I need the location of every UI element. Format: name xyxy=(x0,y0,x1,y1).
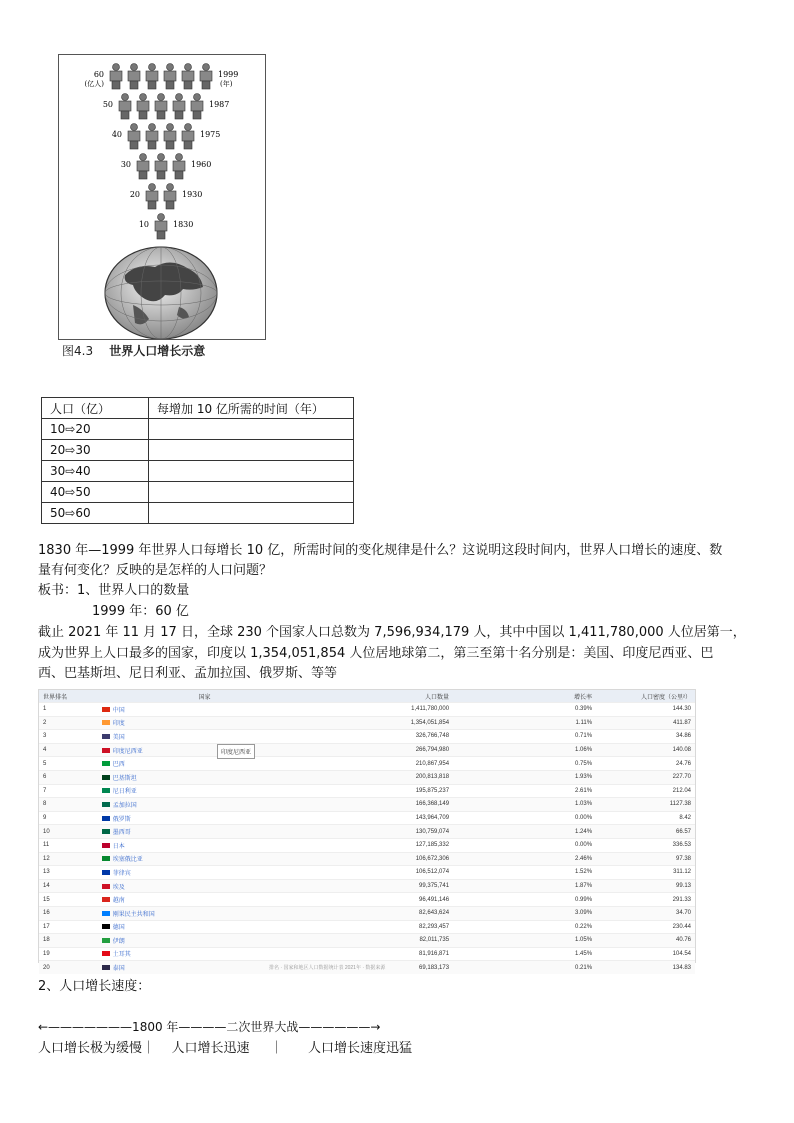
population-cell: 166,368,149 xyxy=(415,801,450,808)
country-name: 印度尼西亚 xyxy=(112,748,143,755)
population-cell: 99,375,741 xyxy=(419,883,450,890)
rank-cell: 13 xyxy=(43,869,50,876)
country-name: 俄罗斯 xyxy=(112,816,131,823)
country-link[interactable] xyxy=(102,786,307,795)
growth-rate-cell: 1.52% xyxy=(575,869,593,876)
table-cell-empty xyxy=(149,503,354,524)
growth-rate-cell: 0.71% xyxy=(575,733,593,740)
country-name: 美国 xyxy=(112,734,125,741)
table-cell: 20⇨30 xyxy=(42,440,149,461)
country-link[interactable] xyxy=(102,746,307,755)
rank-cell: 19 xyxy=(43,950,50,957)
table-row xyxy=(39,838,695,852)
population-cell: 143,964,709 xyxy=(415,815,450,822)
person-icon xyxy=(146,124,158,150)
country-link[interactable] xyxy=(102,705,307,714)
person-icon xyxy=(173,154,185,180)
population-illustration xyxy=(59,55,265,339)
country-link[interactable] xyxy=(102,909,307,918)
country-name: 德国 xyxy=(112,925,125,932)
rank-cell: 15 xyxy=(43,896,50,903)
figure-year-label: 1975 xyxy=(200,130,221,139)
growth-rate-cell: 3.09% xyxy=(575,910,593,917)
density-cell: 311.12 xyxy=(673,869,691,876)
figure-unit-label: (年) xyxy=(220,80,233,88)
ranking-footnote: 排名 · 国家和地区人口数据统计表 2021年 · 数据来源 xyxy=(269,965,386,971)
figure-year-label: 1987 xyxy=(209,100,230,109)
question-line-1: 1830 年—1999 年世界人口每增长 10 亿，所需时间的变化规律是什么？这说明这段时间内，世界人口增长的速度、数 xyxy=(38,543,723,558)
table-cell-empty xyxy=(149,482,354,503)
flag-icon xyxy=(102,938,110,943)
figure-caption-number: 图4.3 xyxy=(62,344,94,358)
population-cell: 130,759,074 xyxy=(415,828,450,835)
table-cell: 40⇨50 xyxy=(42,482,149,503)
growth-rate-cell: 0.21% xyxy=(575,964,593,971)
rank-cell: 4 xyxy=(43,747,47,754)
population-cell: 69,183,173 xyxy=(419,964,450,971)
person-icon xyxy=(182,64,194,90)
density-cell: 140.08 xyxy=(672,747,691,754)
table-header-population: 人口（亿） xyxy=(42,398,149,419)
table-row xyxy=(39,743,695,757)
table-row xyxy=(42,503,354,524)
rank-cell: 18 xyxy=(43,937,50,944)
country-link[interactable] xyxy=(102,895,307,904)
person-icon xyxy=(119,94,131,120)
country-name: 印度 xyxy=(112,721,125,728)
person-icon xyxy=(164,124,176,150)
country-link[interactable] xyxy=(102,732,307,741)
person-icon xyxy=(128,124,140,150)
table-cell: 10⇨20 xyxy=(42,419,149,440)
person-icon xyxy=(128,64,140,90)
density-cell: 230.44 xyxy=(672,923,691,930)
density-cell: 144.30 xyxy=(672,706,691,713)
flag-icon xyxy=(102,788,110,793)
country-link[interactable] xyxy=(102,882,307,891)
person-icon xyxy=(146,184,158,210)
growth-rate-cell: 1.03% xyxy=(575,801,593,808)
country-name: 越南 xyxy=(112,898,125,905)
country-name: 墨西哥 xyxy=(112,830,131,837)
table-cell: 50⇨60 xyxy=(42,503,149,524)
density-cell: 212.04 xyxy=(672,787,691,794)
rank-cell: 1 xyxy=(43,706,47,713)
growth-rate-cell: 2.61% xyxy=(575,787,593,794)
growth-rate-cell: 1.87% xyxy=(575,883,593,890)
growth-rate-cell: 0.75% xyxy=(575,760,593,767)
country-name: 伊朗 xyxy=(112,938,125,945)
table-row xyxy=(39,797,695,811)
population-cell: 82,293,457 xyxy=(419,923,450,930)
figure-value-label: 50 xyxy=(102,100,113,109)
rank-cell: 2 xyxy=(43,719,47,726)
rank-cell: 16 xyxy=(43,910,50,917)
figure-value-label: 60 xyxy=(93,70,104,79)
globe-icon xyxy=(105,247,217,339)
person-icon xyxy=(200,64,212,90)
density-cell: 291.33 xyxy=(672,896,691,903)
country-name: 中国 xyxy=(112,707,125,714)
table-row xyxy=(39,729,695,743)
table-header-row xyxy=(42,398,354,419)
country-name: 刚果民主共和国 xyxy=(112,911,155,918)
growth-rate-cell: 1.24% xyxy=(575,828,593,835)
person-icon xyxy=(164,184,176,210)
flag-icon xyxy=(102,870,110,875)
rank-cell: 14 xyxy=(43,883,50,890)
table-row xyxy=(39,811,695,825)
country-name: 日本 xyxy=(112,843,125,850)
rank-cell: 3 xyxy=(43,733,47,740)
density-cell: 66.57 xyxy=(675,828,691,835)
population-growth-figure xyxy=(58,54,266,340)
flag-icon xyxy=(102,816,110,821)
rank-cell: 12 xyxy=(43,855,50,862)
country-link[interactable] xyxy=(102,868,307,877)
density-cell: 8.42 xyxy=(679,815,691,822)
table-row xyxy=(39,852,695,866)
population-cell: 1,354,051,854 xyxy=(410,719,450,726)
rank-cell: 10 xyxy=(43,828,50,835)
table-cell-empty xyxy=(149,461,354,482)
flag-icon xyxy=(102,924,110,929)
growth-rate-cell: 0.99% xyxy=(575,896,593,903)
ranking-header-population: 人口数量 xyxy=(425,694,450,701)
country-name: 土耳其 xyxy=(112,952,131,959)
paragraph-line-3: 西、巴基斯坦、尼日利亚、孟加拉国、俄罗斯、等等 xyxy=(38,666,338,681)
table-row xyxy=(39,906,695,920)
country-tooltip: 印度尼西亚 xyxy=(217,744,255,759)
country-name: 孟加拉国 xyxy=(112,802,137,809)
person-icon xyxy=(155,154,167,180)
table-cell-empty xyxy=(149,419,354,440)
growth-rate-cell: 1.93% xyxy=(575,774,593,781)
growth-rate-cell: 2.46% xyxy=(575,855,593,862)
population-cell: 1,411,780,000 xyxy=(411,706,450,713)
ranking-header-country: 国家 xyxy=(198,694,211,701)
flag-icon xyxy=(102,911,110,916)
country-link[interactable] xyxy=(102,800,307,809)
table-row xyxy=(39,947,695,961)
timeline-arrow: ←———————1800 年————二次世界大战——————→ xyxy=(38,1020,381,1034)
growth-rate-cell: 0.00% xyxy=(575,842,593,849)
figure-value-label: 10 xyxy=(138,220,149,229)
country-link[interactable] xyxy=(102,718,307,727)
person-icon xyxy=(146,64,158,90)
population-cell: 210,867,954 xyxy=(415,760,450,767)
density-cell: 1127.38 xyxy=(669,801,691,808)
growth-rate-cell: 1.06% xyxy=(575,747,593,754)
rank-cell: 20 xyxy=(43,964,50,971)
population-cell: 200,813,818 xyxy=(415,774,450,781)
ranking-header xyxy=(39,690,695,702)
population-cell: 326,766,748 xyxy=(415,733,450,740)
ranking-rows xyxy=(39,702,695,974)
flag-icon xyxy=(102,761,110,766)
growth-rate-cell: 0.00% xyxy=(575,815,593,822)
growth-rate-cell: 1.45% xyxy=(575,950,593,957)
flag-icon xyxy=(102,856,110,861)
density-cell: 227.70 xyxy=(672,774,691,781)
country-link[interactable] xyxy=(102,827,307,836)
flag-icon xyxy=(102,802,110,807)
table-row xyxy=(39,702,695,716)
flag-icon xyxy=(102,884,110,889)
flag-icon xyxy=(102,829,110,834)
figure-unit-label: (亿人) xyxy=(84,80,104,88)
rank-cell: 11 xyxy=(43,842,50,849)
population-cell: 106,672,306 xyxy=(415,855,450,862)
figure-year-label: 1999 xyxy=(218,70,239,79)
population-cell: 82,011,735 xyxy=(419,937,450,944)
table-header-years: 每增加 10 亿所需的时间（年） xyxy=(149,398,354,419)
table-cell: 30⇨40 xyxy=(42,461,149,482)
country-name: 菲律宾 xyxy=(112,870,131,877)
growth-rate-cell: 1.11% xyxy=(575,719,593,726)
rank-cell: 7 xyxy=(43,787,47,794)
density-cell: 99.13 xyxy=(675,883,691,890)
paragraph-line-1: 截止 2021 年 11 月 17 日，全球 230 个国家人口总数为 7,596,934,179 人，其中中国以 1,411,780,000 人位居第一， xyxy=(38,625,746,640)
country-name: 巴基斯坦 xyxy=(112,775,137,782)
person-icon xyxy=(155,214,167,240)
ranking-header-growth-rate: 增长率 xyxy=(574,694,593,701)
person-icon xyxy=(182,124,194,150)
rank-cell: 9 xyxy=(43,815,47,822)
person-icon xyxy=(137,94,149,120)
figure-caption-text: 世界人口增长示意 xyxy=(109,344,206,358)
density-cell: 336.53 xyxy=(672,842,691,849)
growth-rate-cell: 1.05% xyxy=(575,937,593,944)
density-cell: 411.87 xyxy=(673,719,691,726)
table-row xyxy=(42,461,354,482)
country-link[interactable] xyxy=(102,949,307,958)
table-row xyxy=(39,716,695,730)
year-population: 1999 年：60 亿 xyxy=(92,604,189,619)
paragraph-line-2: 成为世界上人口最多的国家，印度以 1,354,051,854 人位居地球第二，第三至第十名分别是：美国、印度尼西亚、巴 xyxy=(38,646,714,661)
flag-icon xyxy=(102,965,110,970)
density-cell: 40.76 xyxy=(675,937,691,944)
rank-cell: 6 xyxy=(43,774,47,781)
country-link[interactable] xyxy=(102,759,307,768)
country-name: 埃塞俄比亚 xyxy=(112,857,143,864)
country-name: 巴西 xyxy=(112,762,125,769)
rank-cell: 17 xyxy=(43,923,50,930)
table-row xyxy=(39,770,695,784)
person-icon xyxy=(110,64,122,90)
figure-value-label: 40 xyxy=(111,130,122,139)
growth-rate-cell: 0.22% xyxy=(575,923,593,930)
flag-icon xyxy=(102,775,110,780)
population-cell: 127,185,332 xyxy=(415,842,450,849)
flag-icon xyxy=(102,748,110,753)
table-row xyxy=(39,756,695,770)
table-row xyxy=(42,440,354,461)
table-row xyxy=(39,865,695,879)
population-cell: 81,916,871 xyxy=(419,950,450,957)
person-icon xyxy=(191,94,203,120)
country-link[interactable] xyxy=(102,922,307,931)
country-link[interactable] xyxy=(102,773,307,782)
figure-year-label: 1830 xyxy=(173,220,194,229)
figure-value-label: 30 xyxy=(120,160,131,169)
flag-icon xyxy=(102,843,110,848)
density-cell: 104.54 xyxy=(672,950,691,957)
population-ranking-table xyxy=(38,689,696,973)
table-row xyxy=(39,879,695,893)
table-row xyxy=(39,920,695,934)
flag-icon xyxy=(102,707,110,712)
figure-year-label: 1930 xyxy=(182,190,203,199)
table-row xyxy=(39,892,695,906)
ranking-header-rank: 世界排名 xyxy=(43,694,68,701)
table-row xyxy=(42,482,354,503)
density-cell: 34.86 xyxy=(675,733,691,740)
figure-year-label: 1960 xyxy=(191,160,212,169)
growth-rate-cell: 0.39% xyxy=(575,706,593,713)
rank-cell: 8 xyxy=(43,801,47,808)
population-cell: 266,794,980 xyxy=(415,747,450,754)
flag-icon xyxy=(102,734,110,739)
density-cell: 134.83 xyxy=(672,964,691,971)
density-cell: 34.70 xyxy=(675,910,691,917)
flag-icon xyxy=(102,720,110,725)
density-cell: 24.76 xyxy=(675,760,691,767)
person-icon xyxy=(137,154,149,180)
person-icon xyxy=(155,94,167,120)
country-link[interactable] xyxy=(102,814,307,823)
board-heading: 板书：1、世界人口的数量 xyxy=(38,583,190,598)
population-table xyxy=(41,397,354,524)
rank-cell: 5 xyxy=(43,760,47,767)
growth-phases: 人口增长极为缓慢｜ 人口增长迅速 ｜ 人口增长速度迅猛 xyxy=(38,1041,412,1056)
flag-icon xyxy=(102,951,110,956)
person-icon xyxy=(173,94,185,120)
country-name: 尼日利亚 xyxy=(112,789,137,796)
country-link[interactable] xyxy=(102,936,307,945)
person-icon xyxy=(164,64,176,90)
population-cell: 82,643,624 xyxy=(419,910,450,917)
country-name: 埃及 xyxy=(112,884,125,891)
density-cell: 97.38 xyxy=(675,855,691,862)
table-cell-empty xyxy=(149,440,354,461)
figure-value-label: 20 xyxy=(129,190,140,199)
flag-icon xyxy=(102,897,110,902)
country-name: 泰国 xyxy=(112,966,125,973)
table-row xyxy=(42,419,354,440)
country-link[interactable] xyxy=(102,854,307,863)
population-cell: 195,875,237 xyxy=(415,787,450,794)
growth-heading: 2、人口增长速度： xyxy=(38,979,151,994)
population-cell: 96,491,146 xyxy=(419,896,450,903)
table-row xyxy=(39,933,695,947)
people-rows xyxy=(85,64,239,240)
country-link[interactable] xyxy=(102,841,307,850)
population-cell: 106,512,074 xyxy=(415,869,450,876)
ranking-header-density: 人口密度（公里²） xyxy=(641,694,691,701)
figure-caption xyxy=(62,342,205,359)
table-row xyxy=(39,824,695,838)
question-line-2: 量有何变化？反映的是怎样的人口问题？ xyxy=(38,563,273,578)
table-row xyxy=(39,784,695,798)
